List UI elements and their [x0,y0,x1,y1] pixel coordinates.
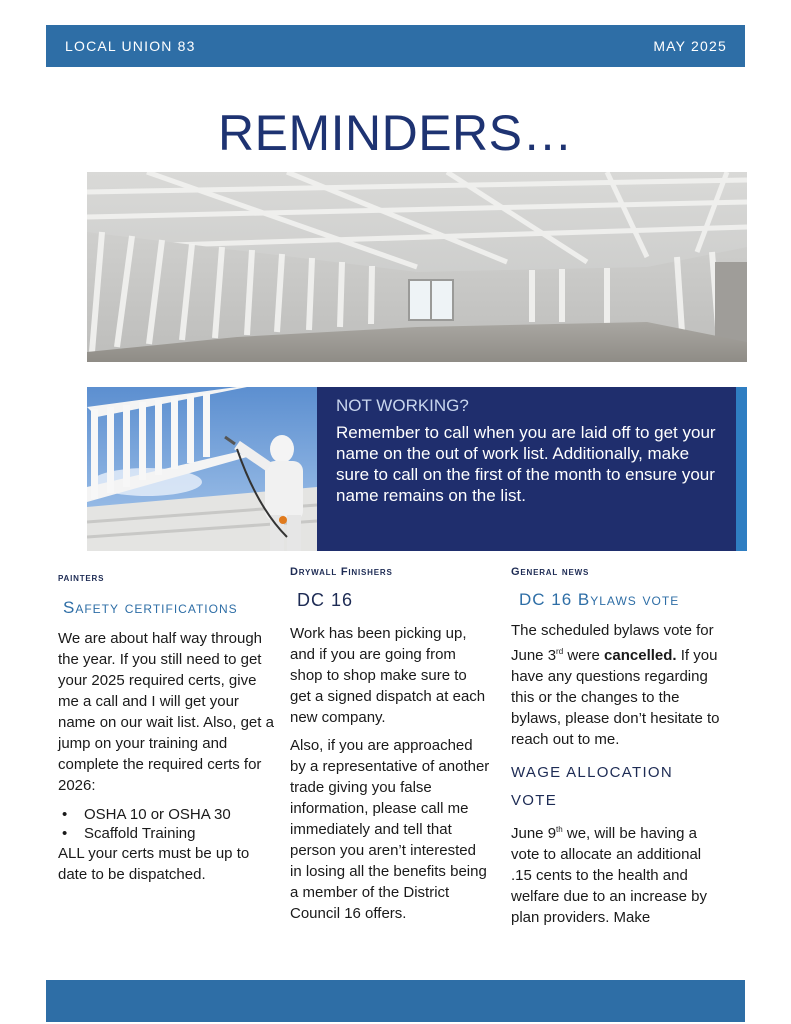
column-drywall [290,566,490,924]
section-title: DC 16 [297,590,354,610]
header-bar [46,25,745,67]
column-general-news [511,566,725,928]
subsection-title: VOTE [511,792,558,809]
list-item: • OSHA 10 or OSHA 30 [62,806,231,823]
section-kicker: General news [511,566,590,578]
callout-body: Remember to call when you are laid off to get your name on the out of work list. Additionally, make sure to call on the first of the month to ensure your name remains on the list. [336,423,716,505]
union-name: LOCAL UNION 83 [65,38,196,54]
callout-heading: NOT WORKING? [336,396,469,415]
section-paragraph: June 9th we, will be having a vote to allocate an additional .15 cents to the health and welfare due to an increase by plan providers. Make [511,825,707,926]
section-title: Safety certifications [63,598,238,617]
page-title: REMINDERS… [217,105,574,161]
callout-accent-bar [736,387,747,551]
section-paragraph: We are about half way through the year. If you still need to get your 2025 required certs, give me a call and I will get your name on our wait list. Also, get a jump on your training and complete the required certs for 2026: [58,630,274,794]
not-working-callout [317,387,736,551]
issue-date: MAY 2025 [653,38,727,54]
column-painters [58,566,274,885]
subsection-title: WAGE ALLOCATION [511,764,674,781]
painter-spraying-photo [87,387,317,551]
list-item: • Scaffold Training [62,825,196,842]
section-title: DC 16 Bylaws vote [519,590,680,609]
section-kicker: Drywall Finishers [290,566,393,578]
drywall-interior-photo [87,172,747,362]
footer-bar [46,980,745,1022]
section-paragraph: The scheduled bylaws vote for June 3rd were cancelled. If you have any questions regarding this or the changes to the bylaws, please don’t hesitate to reach out to me. [511,622,720,748]
section-paragraph: Also, if you are approached by a representative of another trade giving you false information, please call me immediately and tell that person you aren’t interested in losing all the benefits being a member of the District Council 16 offers. [290,737,490,922]
section-kicker: painters [58,572,105,584]
cert-list [60,805,274,843]
section-closing: ALL your certs must be up to date to be dispatched. [58,845,250,883]
section-paragraph: Work has been picking up, and if you are going from shop to shop make sure to get a signed dispatch at each new company. [290,625,486,726]
